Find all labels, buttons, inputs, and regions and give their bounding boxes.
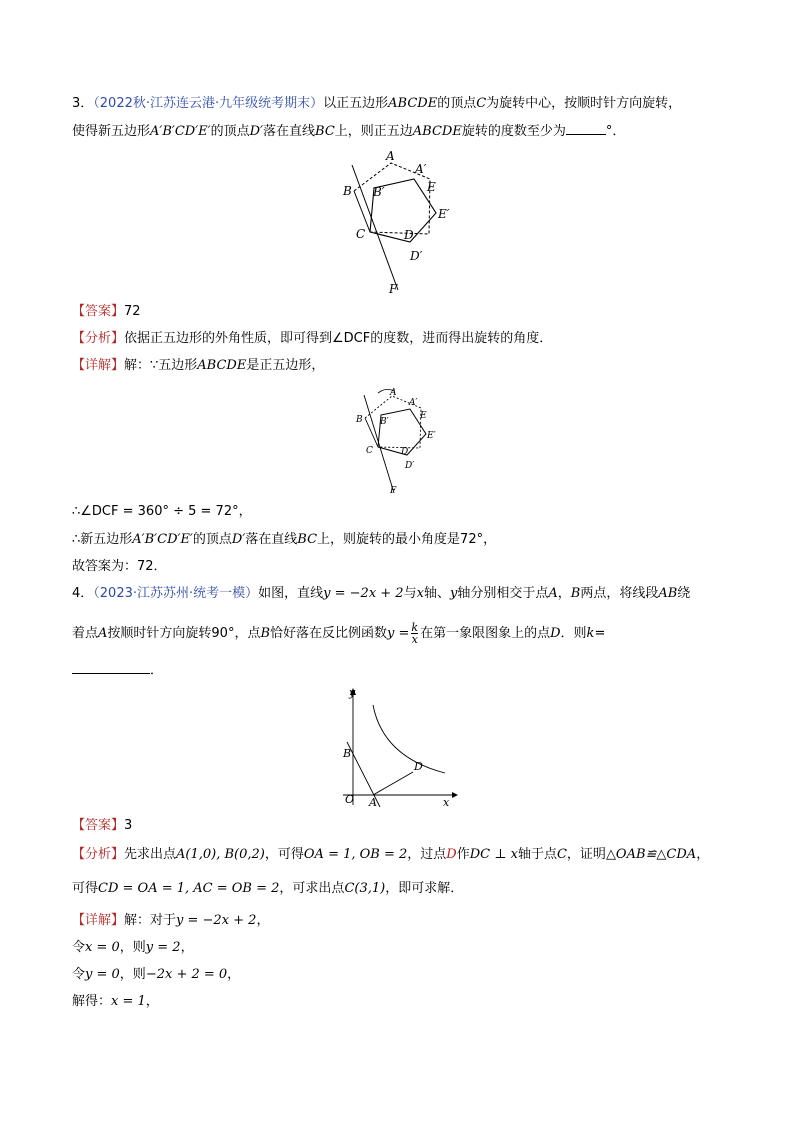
- analysis-math: C: [556, 847, 567, 862]
- label-e-prime-small: E′: [427, 431, 436, 441]
- label-b: B: [343, 747, 352, 760]
- hyperbola: [373, 705, 445, 773]
- q4-analysis-1: [72, 846, 709, 864]
- label-c: C: [356, 227, 366, 241]
- analysis-text: 先求出点: [124, 847, 177, 862]
- label-d: D: [414, 760, 423, 773]
- q3-source: （2022秋·江苏连云港·九年级统考期末）: [93, 96, 324, 111]
- detail-text: ，: [256, 913, 270, 928]
- q3-math: ABCDE: [388, 96, 438, 111]
- line-bf-small: [364, 395, 394, 493]
- answer-label: 【答案】: [72, 818, 125, 833]
- q4-text: ．: [150, 663, 164, 678]
- label-a-small: A: [390, 388, 397, 398]
- q3-detail: [72, 357, 324, 375]
- q4-math: A: [548, 586, 558, 601]
- concl-math: BC: [297, 532, 318, 547]
- analysis-math: D: [446, 847, 457, 862]
- answer-value: 3: [124, 818, 133, 833]
- q4-math: D: [550, 626, 561, 641]
- q3-math: ABCDE: [412, 124, 462, 139]
- q4-math: A: [98, 626, 108, 641]
- q4-line-3: [72, 661, 163, 680]
- q4-text: 按顺时针方向旋转90°，点: [107, 626, 261, 641]
- detail-label: 【详解】: [72, 358, 125, 373]
- q3-conclusion: [72, 531, 496, 549]
- q4-math: x: [416, 586, 424, 601]
- q4-text: ，: [557, 586, 571, 601]
- concl-text: 落在直线: [245, 532, 298, 547]
- detail-text: ，: [180, 940, 194, 955]
- q4-number: 4．: [72, 586, 94, 601]
- q4-detail-4: [72, 993, 159, 1011]
- q3-line-1: [72, 95, 681, 113]
- label-o: O: [345, 793, 355, 806]
- q4-figure-graph: [335, 685, 460, 810]
- analysis-math: △OAB≌△CDA: [605, 847, 697, 862]
- calc-text: ∴∠DCF = 360° ÷ 5 = 72°，: [72, 504, 252, 519]
- q4-math: y =: [387, 626, 410, 641]
- detail-text: ，: [227, 967, 241, 982]
- detail-text: ，: [145, 994, 159, 1009]
- q4-math: AB: [658, 586, 678, 601]
- q3-text: 使得新五边形: [72, 124, 151, 139]
- analysis-text: ，过点: [407, 847, 447, 862]
- q3-final: [72, 558, 167, 576]
- q4-detail-3: [72, 966, 240, 984]
- q3-text: 的顶点: [210, 124, 250, 139]
- detail-text: 解：对于: [124, 913, 177, 928]
- q3-text: 以正五边形: [323, 96, 389, 111]
- analysis-math: A(1,0), B(0,2): [176, 847, 265, 862]
- analysis-label: 【分析】: [72, 331, 125, 346]
- label-b-prime: B′: [373, 185, 385, 199]
- answer-blank[interactable]: [72, 661, 150, 674]
- analysis-math: C(3,1): [344, 881, 386, 896]
- label-e-small: E: [420, 411, 427, 421]
- q4-math: k: [586, 626, 595, 641]
- label-a-prime-small: A′: [409, 398, 418, 408]
- detail-text: 令: [72, 940, 86, 955]
- q4-math: B: [570, 586, 581, 601]
- label-b: B: [343, 184, 352, 198]
- q4-text: 着点: [72, 626, 99, 641]
- q4-text: 轴、: [423, 586, 450, 601]
- detail-text: 解得：: [72, 994, 112, 1009]
- q4-math: y = −2x + 2: [323, 586, 404, 601]
- q3-calc: [72, 503, 252, 521]
- analysis-math: DC ⊥ x: [469, 847, 518, 862]
- label-f: F: [389, 282, 398, 295]
- q4-text: 如图，直线: [258, 586, 324, 601]
- detail-label: 【详解】: [72, 913, 125, 928]
- q4-text: 在第一象限图象上的点: [420, 626, 551, 641]
- q3-figure-pentagon-small: [350, 385, 450, 500]
- concl-text: ∴新五边形: [72, 532, 133, 547]
- q3-math: D′: [249, 124, 264, 139]
- detail-text: 令: [72, 967, 86, 982]
- detail-math: x = 0: [85, 940, 120, 955]
- fraction-denominator: x: [411, 633, 418, 646]
- q4-answer: [72, 817, 132, 835]
- label-d: D: [404, 228, 414, 242]
- q4-math: B: [260, 626, 271, 641]
- analysis-text: 可得: [72, 881, 99, 896]
- q4-math: y: [449, 586, 458, 601]
- detail-text: 解：∵五边形: [124, 358, 198, 373]
- label-f-small: F: [390, 486, 397, 496]
- q4-detail-2: [72, 939, 194, 957]
- q3-text: 为旋转中心，按顺时针方向旋转，: [486, 96, 682, 111]
- analysis-text: ，可得: [264, 847, 304, 862]
- analysis-label: 【分析】: [72, 847, 125, 862]
- concl-math: A′B′CD′E′: [132, 532, 193, 547]
- q4-text: =: [594, 626, 606, 641]
- q4-source: （2023·江苏苏州·统考一模）: [93, 586, 259, 601]
- label-b-prime-small: B′: [380, 417, 389, 427]
- q4-text: 与: [403, 586, 417, 601]
- q4-analysis-2: [72, 880, 463, 898]
- q3-math: C: [476, 96, 487, 111]
- analysis-text: ，即可求解．: [385, 881, 464, 896]
- detail-text: ，则: [119, 940, 146, 955]
- q3-text: °．: [605, 124, 626, 139]
- q4-line-2: [72, 622, 605, 645]
- detail-text: 是正五边形，: [246, 358, 325, 373]
- label-d-prime-small: D′: [405, 461, 415, 471]
- label-d-prime: D′: [410, 249, 423, 263]
- label-y: y: [349, 686, 356, 699]
- label-a: A: [386, 149, 395, 163]
- q3-math: A′B′CD′E′: [150, 124, 211, 139]
- q3-text: 落在直线: [263, 124, 316, 139]
- segment-ad: [373, 772, 413, 795]
- concl-math: D′: [231, 532, 246, 547]
- q3-text: 的顶点: [437, 96, 477, 111]
- q3-analysis: [72, 330, 552, 348]
- detail-math: x = 1: [111, 994, 146, 1009]
- q3-answer: [72, 303, 141, 321]
- x-axis-arrow: [452, 792, 458, 798]
- label-a-prime: A′: [415, 162, 427, 176]
- q3-number: 3．: [72, 96, 94, 111]
- q4-text: 轴分别相交于点: [457, 586, 549, 601]
- q3-math: BC: [315, 124, 335, 139]
- analysis-text: ，可求出点: [279, 881, 345, 896]
- final-answer: 故答案为：72．: [72, 559, 167, 574]
- detail-math: ABCDE: [197, 358, 247, 373]
- label-c-small: C: [366, 446, 373, 456]
- q4-text: 恰好落在反比例函数: [270, 626, 388, 641]
- concl-text: 上，则旋转的最小角度是72°，: [317, 532, 497, 547]
- label-a: A: [369, 796, 377, 809]
- q3-text: 上，则正五边: [334, 124, 413, 139]
- q4-text: ．则: [560, 626, 587, 641]
- q3-text: 旋转的度数至少为: [461, 124, 566, 139]
- q3-figure-pentagon: [330, 145, 470, 295]
- label-x: x: [443, 796, 450, 809]
- answer-blank[interactable]: [566, 122, 606, 135]
- q4-detail-1: [72, 912, 269, 930]
- concl-text: 的顶点: [192, 532, 232, 547]
- q4-text: 两点，将线段: [580, 586, 659, 601]
- detail-text: ，则: [119, 967, 146, 982]
- label-d-small: D: [401, 447, 409, 457]
- q4-text: 绕: [677, 586, 691, 601]
- answer-value: 72: [124, 304, 141, 319]
- q3-line-2: [72, 122, 625, 141]
- q4-line-1: [72, 585, 690, 603]
- label-e: E: [427, 180, 436, 194]
- analysis-text: 作: [456, 847, 470, 862]
- label-b-small: B: [356, 415, 363, 425]
- detail-math: −2x + 2 = 0: [145, 967, 228, 982]
- fraction-numerator: k: [411, 621, 419, 634]
- detail-math: y = 0: [85, 967, 120, 982]
- label-e-prime: E′: [438, 207, 450, 221]
- pentagon-side-bc-small: [365, 418, 378, 447]
- pentagon-side-bc: [354, 191, 370, 232]
- analysis-math: CD = OA = 1, AC = OB = 2: [98, 881, 280, 896]
- analysis-text: ，: [696, 847, 710, 862]
- fraction-k-over-x: [411, 622, 418, 645]
- detail-math: y = 2: [145, 940, 181, 955]
- analysis-text: 轴于点: [517, 847, 557, 862]
- analysis-math: OA = 1, OB = 2: [303, 847, 408, 862]
- analysis-text: ，证明: [566, 847, 606, 862]
- answer-label: 【答案】: [72, 304, 125, 319]
- analysis-text: 依据正五边形的外角性质，即可得到∠DCF的度数，进而得出旋转的角度．: [124, 331, 553, 346]
- detail-math: y = −2x + 2: [176, 913, 257, 928]
